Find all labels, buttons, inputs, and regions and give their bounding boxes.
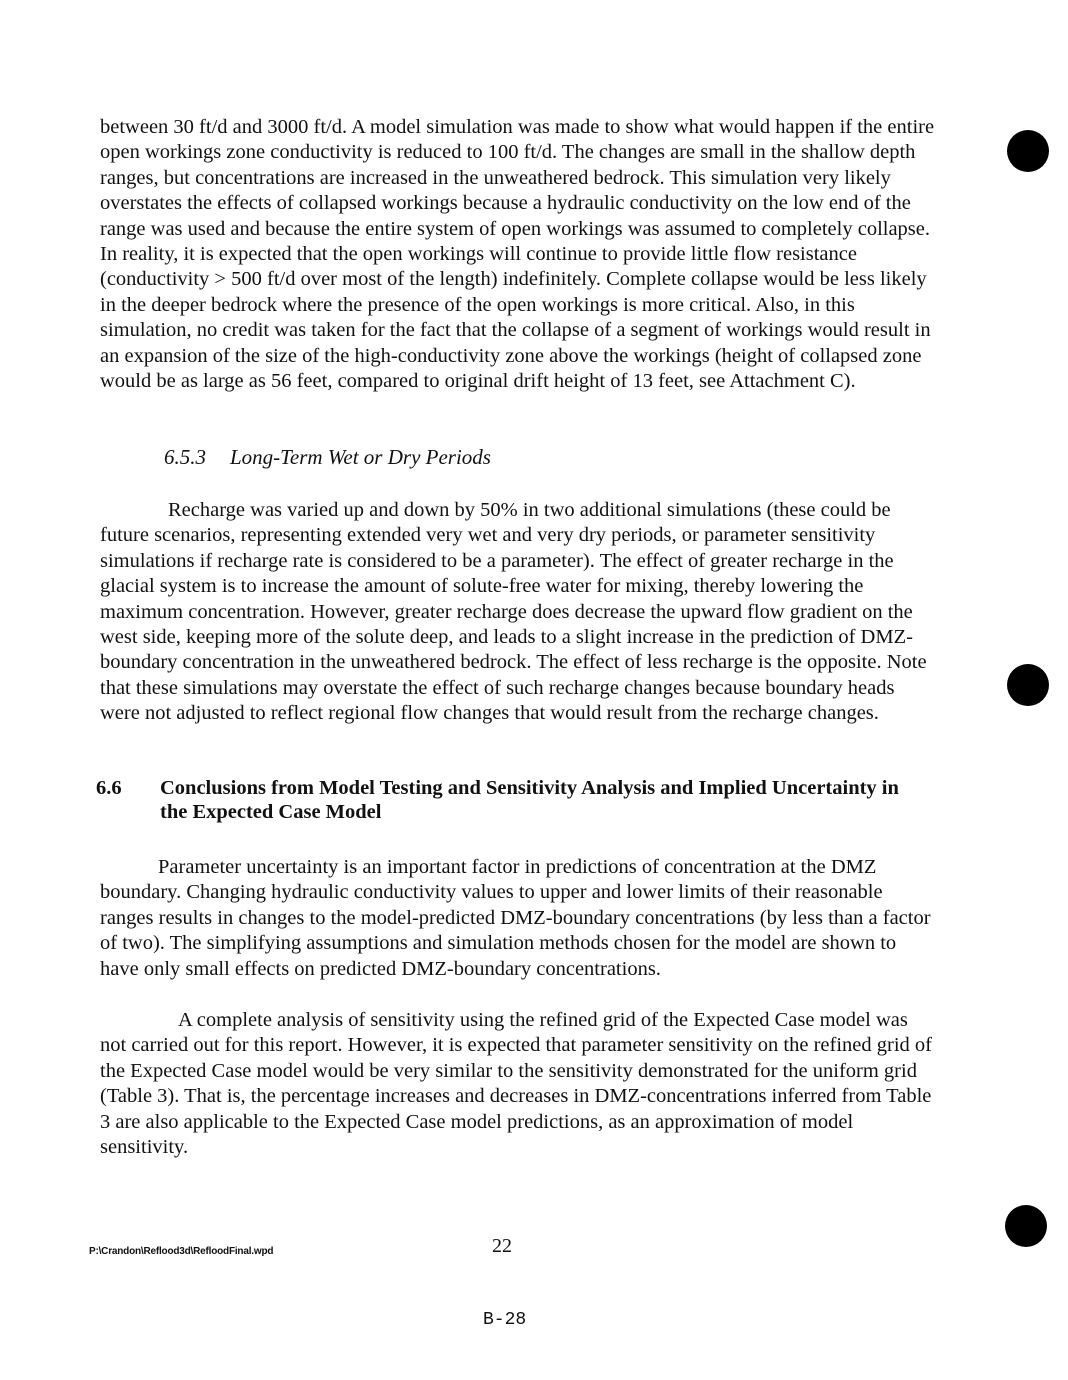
subsection-number: 6.5.3: [164, 445, 206, 469]
section-title: Conclusions from Model Testing and Sensitivity Analysis and Implied Uncertainty in the Expected Case Model: [160, 777, 899, 823]
subsection-title: Long-Term Wet or Dry Periods: [230, 445, 491, 469]
paragraph-open-workings-collapse: between 30 ft/d and 3000 ft/d. A model simulation was made to show what would happen if the entire open workings zone conductivity is reduced to 100 ft/d. The changes are small in the shallow depth ranges, but concentrations are increased in the unweathered bedrock. This simulation very likely overstates the effects of collapsed workings because a hydraulic conductivity on the low end of the range was used and because the entire system of open workings was assumed to completely collapse. In reality, it is expected that the open workings will continue to provide little flow resistance (conductivity > 500 ft/d over most of the length) indefinitely. Complete collapse would be less likely in the deeper bedrock where the presence of the open workings is more critical. Also, in this simulation, no credit was taken for the fact that the collapse of a segment of workings would result in an expansion of the size of the high-conductivity zone above the workings (height of collapsed zone would be as large as 56 feet, compared to original drift height of 13 feet, see Attachment C).: [100, 116, 935, 393]
appendix-page-number: B-28: [483, 1310, 527, 1330]
binder-hole-top: [1007, 130, 1049, 172]
paragraph-recharge: Recharge was varied up and down by 50% in two additional simulations (these could be future scenarios, representing extended very wet and very dry periods, or parameter sensitivity simulations if recharge rate is considered to be a parameter). The effect of greater recharge in the glacial system is to increase the amount of solute-free water for mixing, thereby lowering the maximum concentration. However, greater recharge does decrease the upward flow gradient on the west side, keeping more of the solute deep, and leads to a slight increase in the prediction of DMZ-boundary concentration in the unweathered bedrock. The effect of less recharge is the opposite. Note that these simulations may overstate the effect of such recharge changes because boundary heads were not adjusted to reflect regional flow changes that would result from the recharge changes.: [100, 499, 927, 725]
page-number: 22: [492, 1235, 512, 1257]
binder-hole-bottom: [1005, 1205, 1047, 1247]
binder-hole-middle: [1007, 664, 1049, 706]
paragraph-sensitivity-analysis: A complete analysis of sensitivity using the refined grid of the Expected Case model was not carried out for this report. However, it is expected that parameter sensitivity on the refined grid of the Expected Case model would be very similar to the sensitivity demonstrated for the uniform grid (Table 3). That is, the percentage increases and decreases in DMZ-concentrations inferred from Table 3 are also applicable to the Expected Case model predictions, as an approximation of model sensitivity.: [100, 1009, 933, 1159]
footer-file-path: P:\Crandon\Reflood3d\RefloodFinal.wpd: [89, 1246, 274, 1257]
paragraph-parameter-uncertainty: Parameter uncertainty is an important factor in predictions of concentration at the DMZ boundary. Changing hydraulic conductivity values to upper and lower limits of their reasonable ranges results in changes to the model-predicted DMZ-boundary concentrations (by less than a factor of two). The simplifying assumptions and simulation methods chosen for the model are shown to have only small effects on predicted DMZ-boundary concentrations.: [100, 856, 931, 980]
subsection-heading: [164, 444, 491, 470]
section-number: 6.6: [96, 777, 122, 799]
